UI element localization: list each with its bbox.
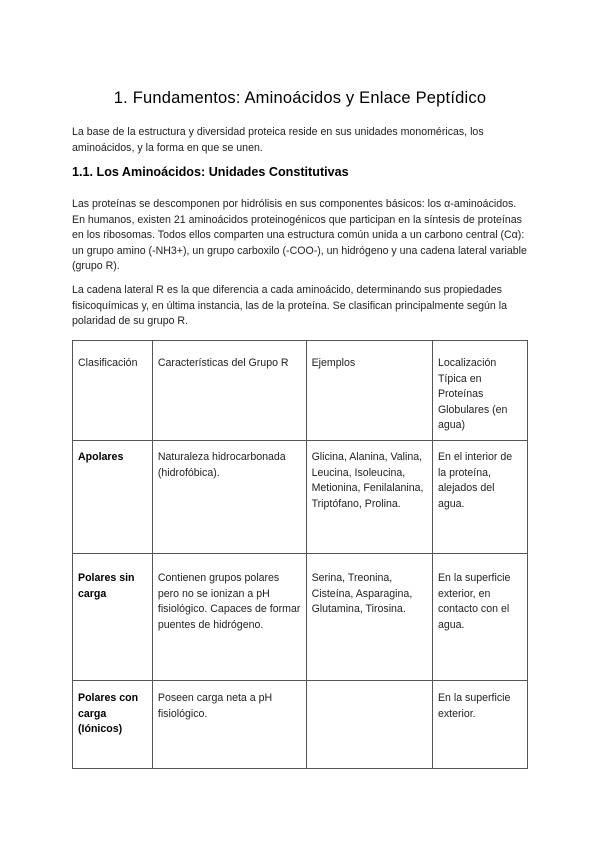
section-title: 1.1. Los Aminoácidos: Unidades Constitutivas	[72, 165, 349, 179]
examples-cell	[306, 681, 432, 769]
table-row	[73, 554, 528, 681]
table-row	[73, 441, 528, 554]
amino-acids-paragraph: Las proteínas se descomponen por hidrólisis en sus componentes básicos: los α-aminoácidos. En humanos, existen 21 aminoácidos proteinogénicos que participan en la síntesis de proteínas en los ribosomas. Todos ellos comparten una estructura común unida a un carbono central (Cα): un grupo amino (-NH3+), un grupo carboxilo (-COO-), un hidrógeno y una cadena lateral variable (grupo R).	[72, 198, 527, 273]
location-cell: En la superficie exterior.	[432, 681, 527, 769]
header-cell: Características del Grupo R	[152, 341, 306, 441]
classification-cell: Polares sin carga	[73, 554, 153, 681]
examples-cell: Glicina, Alanina, Valina, Leucina, Isoleucina, Metionina, Fenilalanina, Triptófano, Prolina.	[306, 441, 432, 554]
classification-cell: Apolares	[73, 441, 153, 554]
header-cell: Localización Típica en Proteínas Globulares (en agua)	[432, 341, 527, 441]
classification-table	[72, 340, 528, 769]
page-title: 1. Fundamentos: Aminoácidos y Enlace Peptídico	[113, 89, 487, 107]
intro-paragraph: La base de la estructura y diversidad proteica reside en sus unidades monoméricas, los aminoácidos, y la forma en que se unen.	[72, 126, 484, 154]
classification-cell: Polares con carga (Iónicos)	[73, 681, 153, 769]
characteristics-cell: Naturaleza hidrocarbonada (hidrofóbica).	[152, 441, 306, 554]
table-row	[73, 681, 528, 769]
characteristics-cell: Poseen carga neta a pH fisiológico.	[152, 681, 306, 769]
location-cell: En la superficie exterior, en contacto con el agua.	[432, 554, 527, 681]
side-chain-paragraph: La cadena lateral R es la que diferencia a cada aminoácido, determinando sus propiedades fisicoquímicas y, en última instancia, las de la proteína. Se clasifican principalmente según la polaridad de su grupo R.	[72, 284, 507, 328]
table-header-row	[73, 341, 528, 441]
header-cell: Ejemplos	[306, 341, 432, 441]
location-cell: En el interior de la proteína, alejados del agua.	[432, 441, 527, 554]
examples-cell: Serina, Treonina, Cisteína, Asparagina, Glutamina, Tirosina.	[306, 554, 432, 681]
characteristics-cell: Contienen grupos polares pero no se ionizan a pH fisiológico. Capaces de formar puentes de hidrógeno.	[152, 554, 306, 681]
header-cell: Clasificación	[73, 341, 153, 441]
